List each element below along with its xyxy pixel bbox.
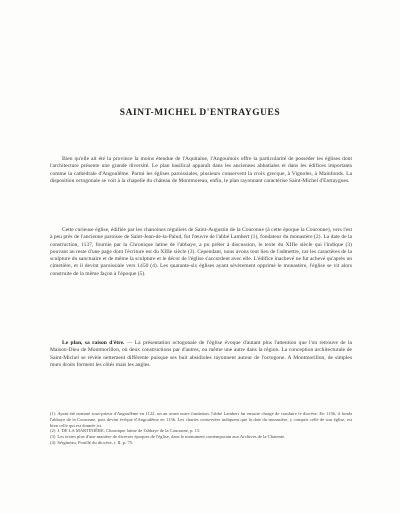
paragraph-plan	[50, 340, 352, 369]
footnote-number: (2)	[50, 428, 56, 434]
paragraph-construction	[50, 227, 352, 278]
footnote-text: Ayant été nommé sous-prieur d'Angoulême en 1122, un an avant notre fondation, l'abbé Lambert fut ensuite chargé de conduire le diocèse. En 1136, il fonda l'abbaye de la Couronne, puis devint évêque d'Angoulême en 1136. Les chartes conservées indiquent que la date du monastère, y compris celle de son église, est bien celle qui est donnée ici.	[50, 411, 352, 428]
footnotes	[50, 411, 352, 446]
page-title: SAINT-MICHEL D'ENTRAYGUES	[119, 108, 281, 118]
footnote-text: Les textes plus d'une manière de diverses époques de l'église, dans le monument contemporain aux Archives de la Charente.	[57, 434, 286, 440]
paragraph-plan-text: — La présentation octogonale de l'église évoque d'autant plus l'attention que l'on retrouve de la Maison-Dieu de Montmorillon, où deux constructions par d'autres, ou même une autre dans la région. La conception architecturale de Saint-Michel se révèle nettement différente puisque ses huit absidioles rayonnent autour de l'octogone. A Montmorillon, de simples murs droits forment les côtés mais les angles.	[50, 340, 352, 368]
footnote-number: (1)	[50, 411, 56, 416]
paragraph-intro-text: Bien qu'elle ait été la province la moins étendue de l'Aquitaine, l'Angoumois offre la particularité de posséder les églises dont l'architecture présente une grande diversité. Le plan basilical apparaît dans les anciennes abbatiales et dans les édifices importants comme la cathédrale d'Angoulême. Parmi les églises paroissiales, plusieurs conservent la croix grecque, à Vignoles, à Mainfonds. La disposition octogonale se voit à la chapelle du château de Montmoreau, enfin, le plan rayonnant caractérise Saint-Michel d'Entraygues.	[50, 156, 352, 184]
footnote-number: (4)	[50, 439, 56, 445]
footnote-text: J. DE LA MARTINIÈRE, Chronique latine de l'abbaye de la Couronne, p. 15.	[57, 428, 201, 434]
footnote-text: Sérgineau, Pouillé du diocèse, t. II, p. 75.	[57, 439, 134, 445]
footnote-item	[50, 411, 352, 428]
footnote-number: (3)	[50, 434, 56, 440]
paragraph-intro	[50, 156, 352, 185]
section-heading: Le plan, sa raison d'être.	[62, 340, 125, 346]
footnote-item	[50, 440, 352, 446]
paragraph-construction-text: Cette curieuse église, édifiée par les chanoines réguliers de Saint-Augustin de la Couronne (à cette époque la Couronne), vers l'est à peu près de l'ancienne paroisse de Saint-Jean-de-la-Palud, fut l'œuvre de l'abbé Lambert (1), fondateur du monastère (2). La date de la construction, 1137, fournie par la Chronique latine de l'abbaye, a pu prêter à discussion, le texte du XIIIe siècle qui l'indique (3) pouvant au reste d'une page dont l'écriture est du XIIIe siècle (3). Cependant, nous avons tout lieu de l'admettre, car les caractères de la sculpture du sanctuaire et de même la sculpture et le décor de l'église s'accordent avec elle. L'édifice inachevé ne fut achevé qu'après un cimetière, et il devint paroissiale vers 1450 (4). Les quarante-six églises ayant sévèrement opprimé le monastère, l'église se vit alors construite de la même façon à l'époque (5).	[50, 227, 352, 277]
